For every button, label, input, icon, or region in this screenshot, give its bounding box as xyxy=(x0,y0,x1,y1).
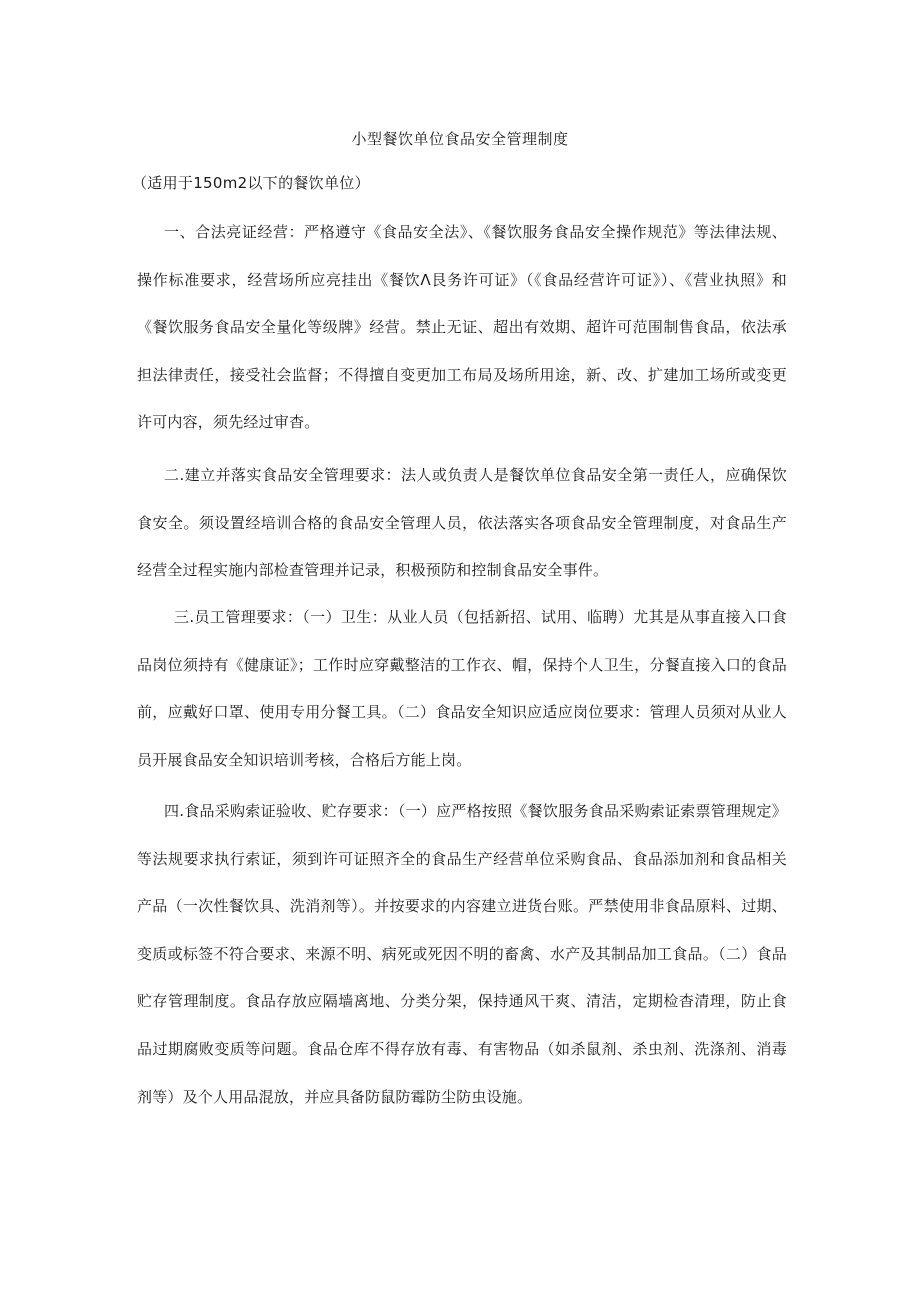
section-paragraph-3: 三.员工管理要求：（一）卫生：从业人员（包括新招、试用、临聘）尤其是从事直接入口食品岗位须持有《健康证》；工作时应穿戴整洁的工作衣、帽，保持个人卫生，分餐直接入口的食品前，应戴好口罩、使用专用分餐工具。（二）食品安全知识应适应岗位要求：管理人员须对从业人员开展食品安全知识培训考核，合格后方能上岗。 xyxy=(137,608,787,769)
section-paragraph-1: 一、合法亮证经营：严格遵守《食品安全法》、《餐饮服务食品安全操作规范》等法律法规、操作标准要求，经营场所应亮挂出《餐饮Λ艮务许可证》（《食品经营许可证》）、《营业执照》和《餐饮服务食品安全量化等级牌》经营。禁止无证、超出有效期、超许可范围制售食品，依法承担法律责任，接受社会监督；不得擅自变更加工布局及场所用途，新、改、扩建加工场所或变更许可内容，须先经过审杳。 xyxy=(137,223,787,432)
document-title: 小型餐饮单位食品安全管理制度 xyxy=(351,130,569,148)
document-subtitle: （适用于150m2以下的餐饮单位） xyxy=(132,174,370,192)
section-paragraph-2: 二.建立并落实食品安全管理要求：法人或负责人是餐饮单位食品安全第一责任人，应确保饮食安全。须设置经培训合格的食品安全管理人员，依法落实各项食品安全管理制度，对食品生产经营全过程实施内部检查管理并记录，积极预防和控制食品安全事件。 xyxy=(137,466,787,580)
section-paragraph-4: 四.食品采购索证验收、贮存要求：（一）应严格按照《餐饮服务食品采购索证索票管理规定》等法规要求执行索证，须到许可证照齐全的食品生产经营单位采购食品、食品添加剂和食品相关产品（一次性餐饮具、洗消剂等）。并按要求的内容建立进货台账。严禁使用非食品原料、过期、变质或标签不符合要求、来源不明、病死或死因不明的畜禽、水产及其制品加工食品。（二）食品贮存管理制度。食品存放应隔墙离地、分类分架，保持通风干爽、清洁，定期检杳清理，防止食品过期腐败变质等问题。食品仓库不得存放有毒、有害物品（如杀鼠剂、杀虫剂、洗涤剂、消毒剂等）及个人用品混放，并应具备防鼠防霉防尘防虫设施。 xyxy=(137,802,787,1106)
